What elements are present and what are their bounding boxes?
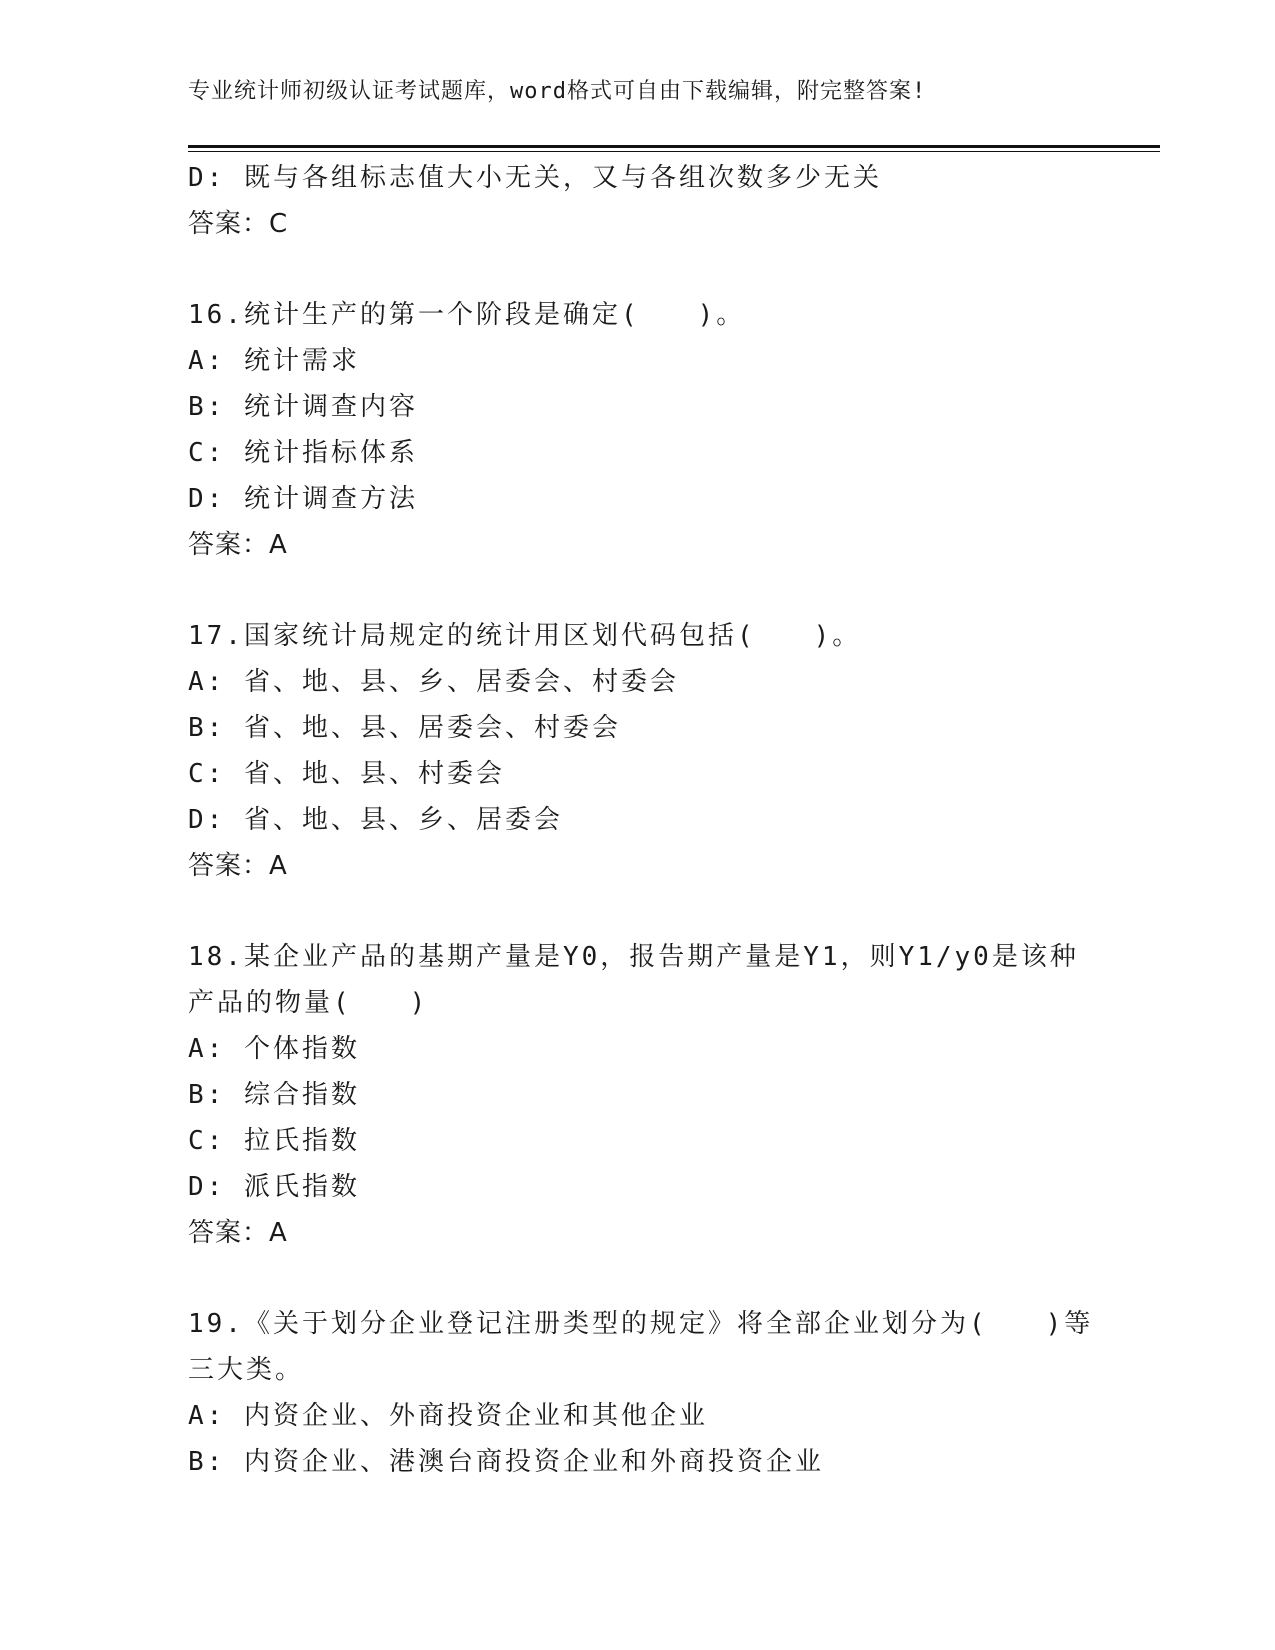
option-a: A: 统计需求 <box>188 346 360 376</box>
option-a: A: 内资企业、外商投资企业和其他企业 <box>188 1401 708 1431</box>
question-stem: 16.统计生产的第一个阶段是确定( )。 <box>188 300 746 330</box>
option-a: A: 个体指数 <box>188 1034 360 1064</box>
answer: 答案：A <box>188 1218 288 1248</box>
header-note: 专业统计师初级认证考试题库，word格式可自由下载编辑，附完整答案! <box>188 79 927 104</box>
question-19 <box>188 1301 1094 1485</box>
question-stem: 17.国家统计局规定的统计用区划代码包括( )。 <box>188 621 862 651</box>
answer: 答案：C <box>188 209 289 239</box>
answer: 答案：A <box>188 530 288 560</box>
question-17 <box>188 613 1088 889</box>
option-d: D: 省、地、县、乡、居委会 <box>188 805 563 835</box>
question-stem: 18.某企业产品的基期产量是Y0，报告期产量是Y1，则Y1/y0是该种 <box>188 942 1079 972</box>
option-b: B: 内资企业、港澳台商投资企业和外商投资企业 <box>188 1447 824 1477</box>
option-c: C: 统计指标体系 <box>188 438 418 468</box>
option-a: A: 省、地、县、乡、居委会、村委会 <box>188 667 679 697</box>
question-stem-continued: 产品的物量( ) <box>188 988 429 1018</box>
option-d: D: 既与各组标志值大小无关，又与各组次数多少无关 <box>188 163 882 193</box>
option-b: B: 综合指数 <box>188 1080 360 1110</box>
option-c: C: 拉氏指数 <box>188 1126 360 1156</box>
question-16 <box>188 292 1088 568</box>
option-d: D: 派氏指数 <box>188 1172 360 1202</box>
question-stem: 19.《关于划分企业登记注册类型的规定》将全部企业划分为( )等 <box>188 1309 1094 1339</box>
answer: 答案：A <box>188 851 288 881</box>
page-content <box>188 155 1094 1485</box>
header-rule-thin <box>188 151 1160 152</box>
header-rule-thick <box>188 145 1160 148</box>
option-b: B: 省、地、县、居委会、村委会 <box>188 713 621 743</box>
question-18 <box>188 934 1088 1256</box>
question-stem-continued: 三大类。 <box>188 1355 305 1385</box>
option-b: B: 统计调查内容 <box>188 392 418 422</box>
option-d: D: 统计调查方法 <box>188 484 418 514</box>
option-c: C: 省、地、县、村委会 <box>188 759 505 789</box>
